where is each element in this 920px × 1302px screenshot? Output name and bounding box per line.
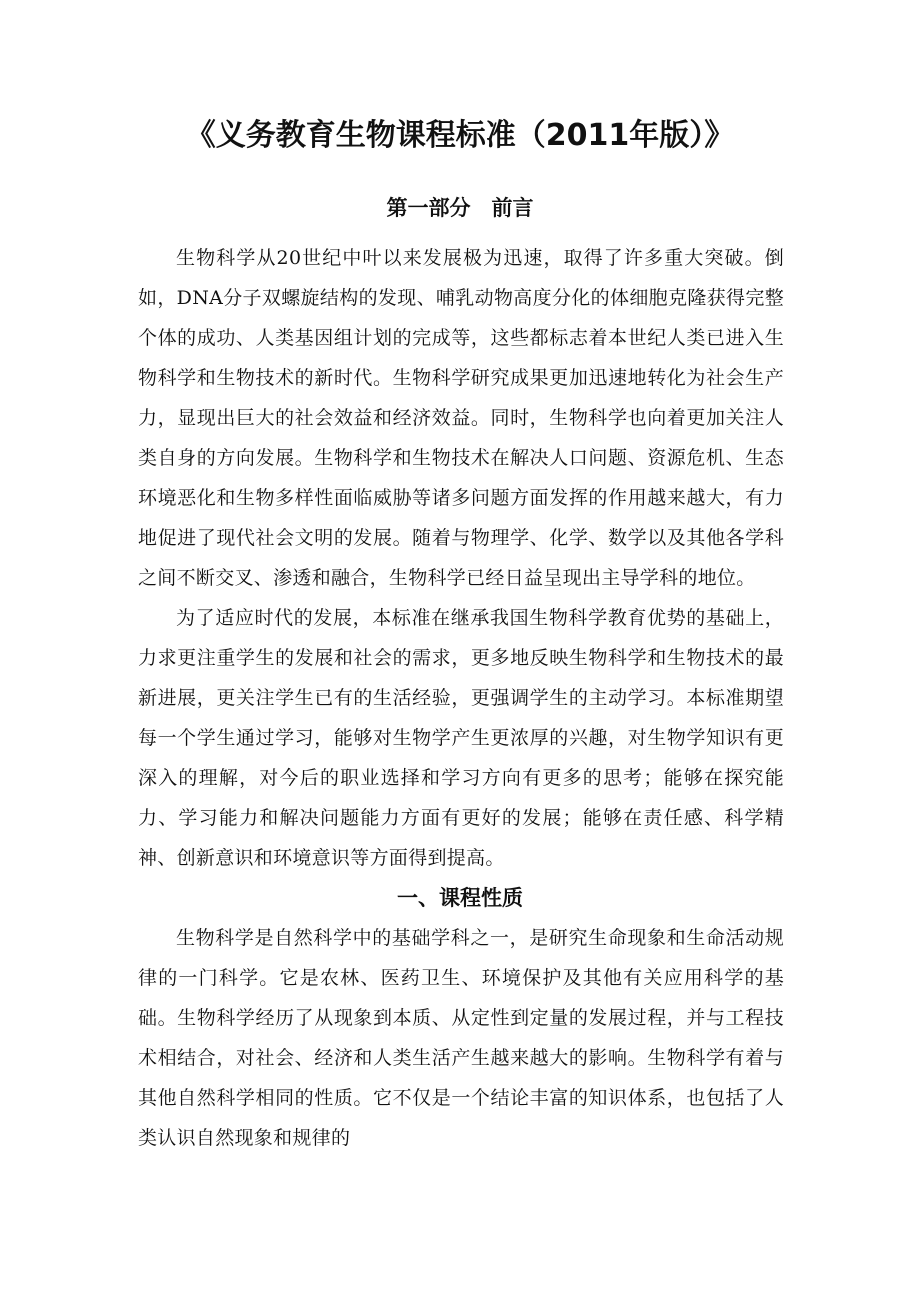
section-heading-course-nature: 一、课程性质 (397, 886, 523, 910)
paragraph-course-nature: 生物科学是自然科学中的基础学科之一，是研究生命现象和生命活动规律的一门科学。它是农林、医药卫生、环境保护及其他有关应用科学的基础。生物科学经历了从现象到本质、从定性到定量的发展过程，并与工程技术相结合，对社会、经济和人类生活产生越来越大的影响。生物科学有着与其他自然科学相同的性质。它不仅是一个结论丰富的知识体系，也包括了人类认识自然现象和规律的 (138, 927, 784, 1149)
document-title: 《义务教育生物课程标准（2011年版）》 (185, 118, 735, 153)
part-heading: 第一部分 前言 (386, 196, 534, 220)
paragraph-purpose: 为了适应时代的发展，本标准在继承我国生物科学教育优势的基础上，力求更注重学生的发展和社会的需求，更多地反映生物科学和生物技术的最新进展，更关注学生已有的生活经验，更强调学生的主动学习。本标准期望每一个学生通过学习，能够对生物学产生更浓厚的兴趣，对生物学知识有更深入的理解，对今后的职业选择和学习方向有更多的思考；能够在探究能力、学习能力和解决问题能力方面有更好的发展；能够在责任感、科学精神、创新意识和环境意识等方面得到提高。 (138, 607, 784, 869)
paragraph-intro: 生物科学从20世纪中叶以来发展极为迅速，取得了许多重大突破。倒如，DNA分子双螺旋结构的发现、哺乳动物高度分化的体细胞克隆获得完整个体的成功、人类基因组计划的完成等，这些都标志着本世纪人类已进入生物科学和生物技术的新时代。生物科学研究成果更加迅速地转化为社会生产力，显现出巨大的社会效益和经济效益。同时，生物科学也向着更加关注人类自身的方向发展。生物科学和生物技术在解决人口问题、资源危机、生态环境恶化和生物多样性面临威胁等诸多问题方面发挥的作用越来越大，有力地促进了现代社会文明的发展。随着与物理学、化学、数学以及其他各学科之间不断交叉、渗透和融合，生物科学已经日益呈现出主导学科的地位。 (138, 247, 784, 589)
